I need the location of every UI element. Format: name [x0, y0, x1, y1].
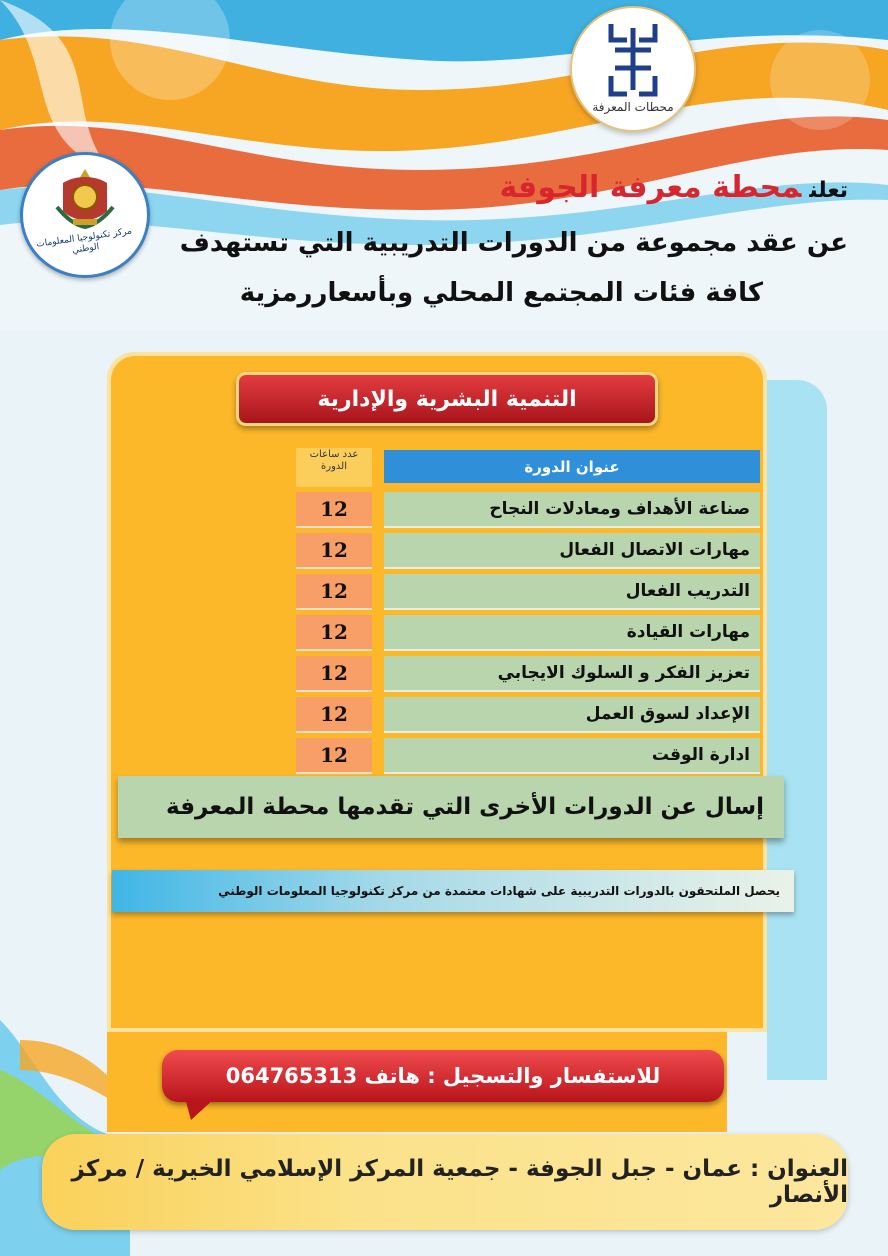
table-row — [0, 492, 888, 528]
course-name: التدريب الفعال — [384, 574, 760, 610]
course-hours: 12 — [296, 492, 372, 528]
course-hours: 12 — [296, 533, 372, 569]
contact-banner: للاستفسار والتسجيل : هاتف 064765313 — [162, 1050, 724, 1102]
course-hours: 12 — [296, 738, 372, 774]
speech-tail-icon — [185, 1098, 215, 1120]
address-bar: العنوان : عمان - جبل الجوفة - جمعية المركز الإسلامي الخيرية / مركز الأنصار — [42, 1134, 848, 1230]
course-name: ادارة الوقت — [384, 738, 760, 774]
course-name: الإعداد لسوق العمل — [384, 697, 760, 733]
table-row — [0, 615, 888, 651]
course-name: صناعة الأهداف ومعادلات النجاح — [384, 492, 760, 528]
nitc-caption: مركز تكنولوجيا المعلومات الوطني — [35, 226, 133, 256]
knowledge-stations-logo — [570, 6, 696, 132]
nitc-logo — [20, 152, 150, 278]
jordan-crest-icon — [55, 167, 115, 231]
announce-word: تعلن — [809, 178, 848, 203]
table-row — [0, 533, 888, 569]
certificate-note: يحصل الملتحقون بالدورات التدريبية على شهادات معتمدة من مركز تكنولوجيا المعلومات الوطني — [112, 870, 794, 912]
headline-line-1 — [499, 170, 848, 205]
course-hours: 12 — [296, 615, 372, 651]
ask-other-courses-banner: إسال عن الدورات الأخرى التي تقدمها محطة المعرفة — [118, 776, 784, 838]
table-row — [0, 697, 888, 733]
table-row — [0, 656, 888, 692]
course-hours: 12 — [296, 574, 372, 610]
course-hours: 12 — [296, 656, 372, 692]
category-title-banner: التنمية البشرية والإدارية — [236, 372, 658, 426]
column-header-course-hours: عدد ساعات الدورة — [296, 448, 372, 487]
column-header-course-title: عنوان الدورة — [384, 450, 760, 483]
table-row — [0, 574, 888, 610]
headline-line-2: عن عقد مجموعة من الدورات التدريبية التي تستهدف — [179, 228, 848, 258]
knowledge-stations-caption: محطات المعرفة — [592, 100, 674, 114]
headline-line-3: كافة فئات المجتمع المحلي وبأسعاررمزية — [239, 278, 763, 308]
course-hours: 12 — [296, 697, 372, 733]
table-row — [0, 738, 888, 774]
course-name: مهارات الاتصال الفعال — [384, 533, 760, 569]
course-name: تعزيز الفكر و السلوك الايجابي — [384, 656, 760, 692]
station-name: محطة معرفة الجوفة — [499, 170, 802, 205]
knowledge-stations-logo-icon — [605, 20, 661, 98]
course-name: مهارات القيادة — [384, 615, 760, 651]
